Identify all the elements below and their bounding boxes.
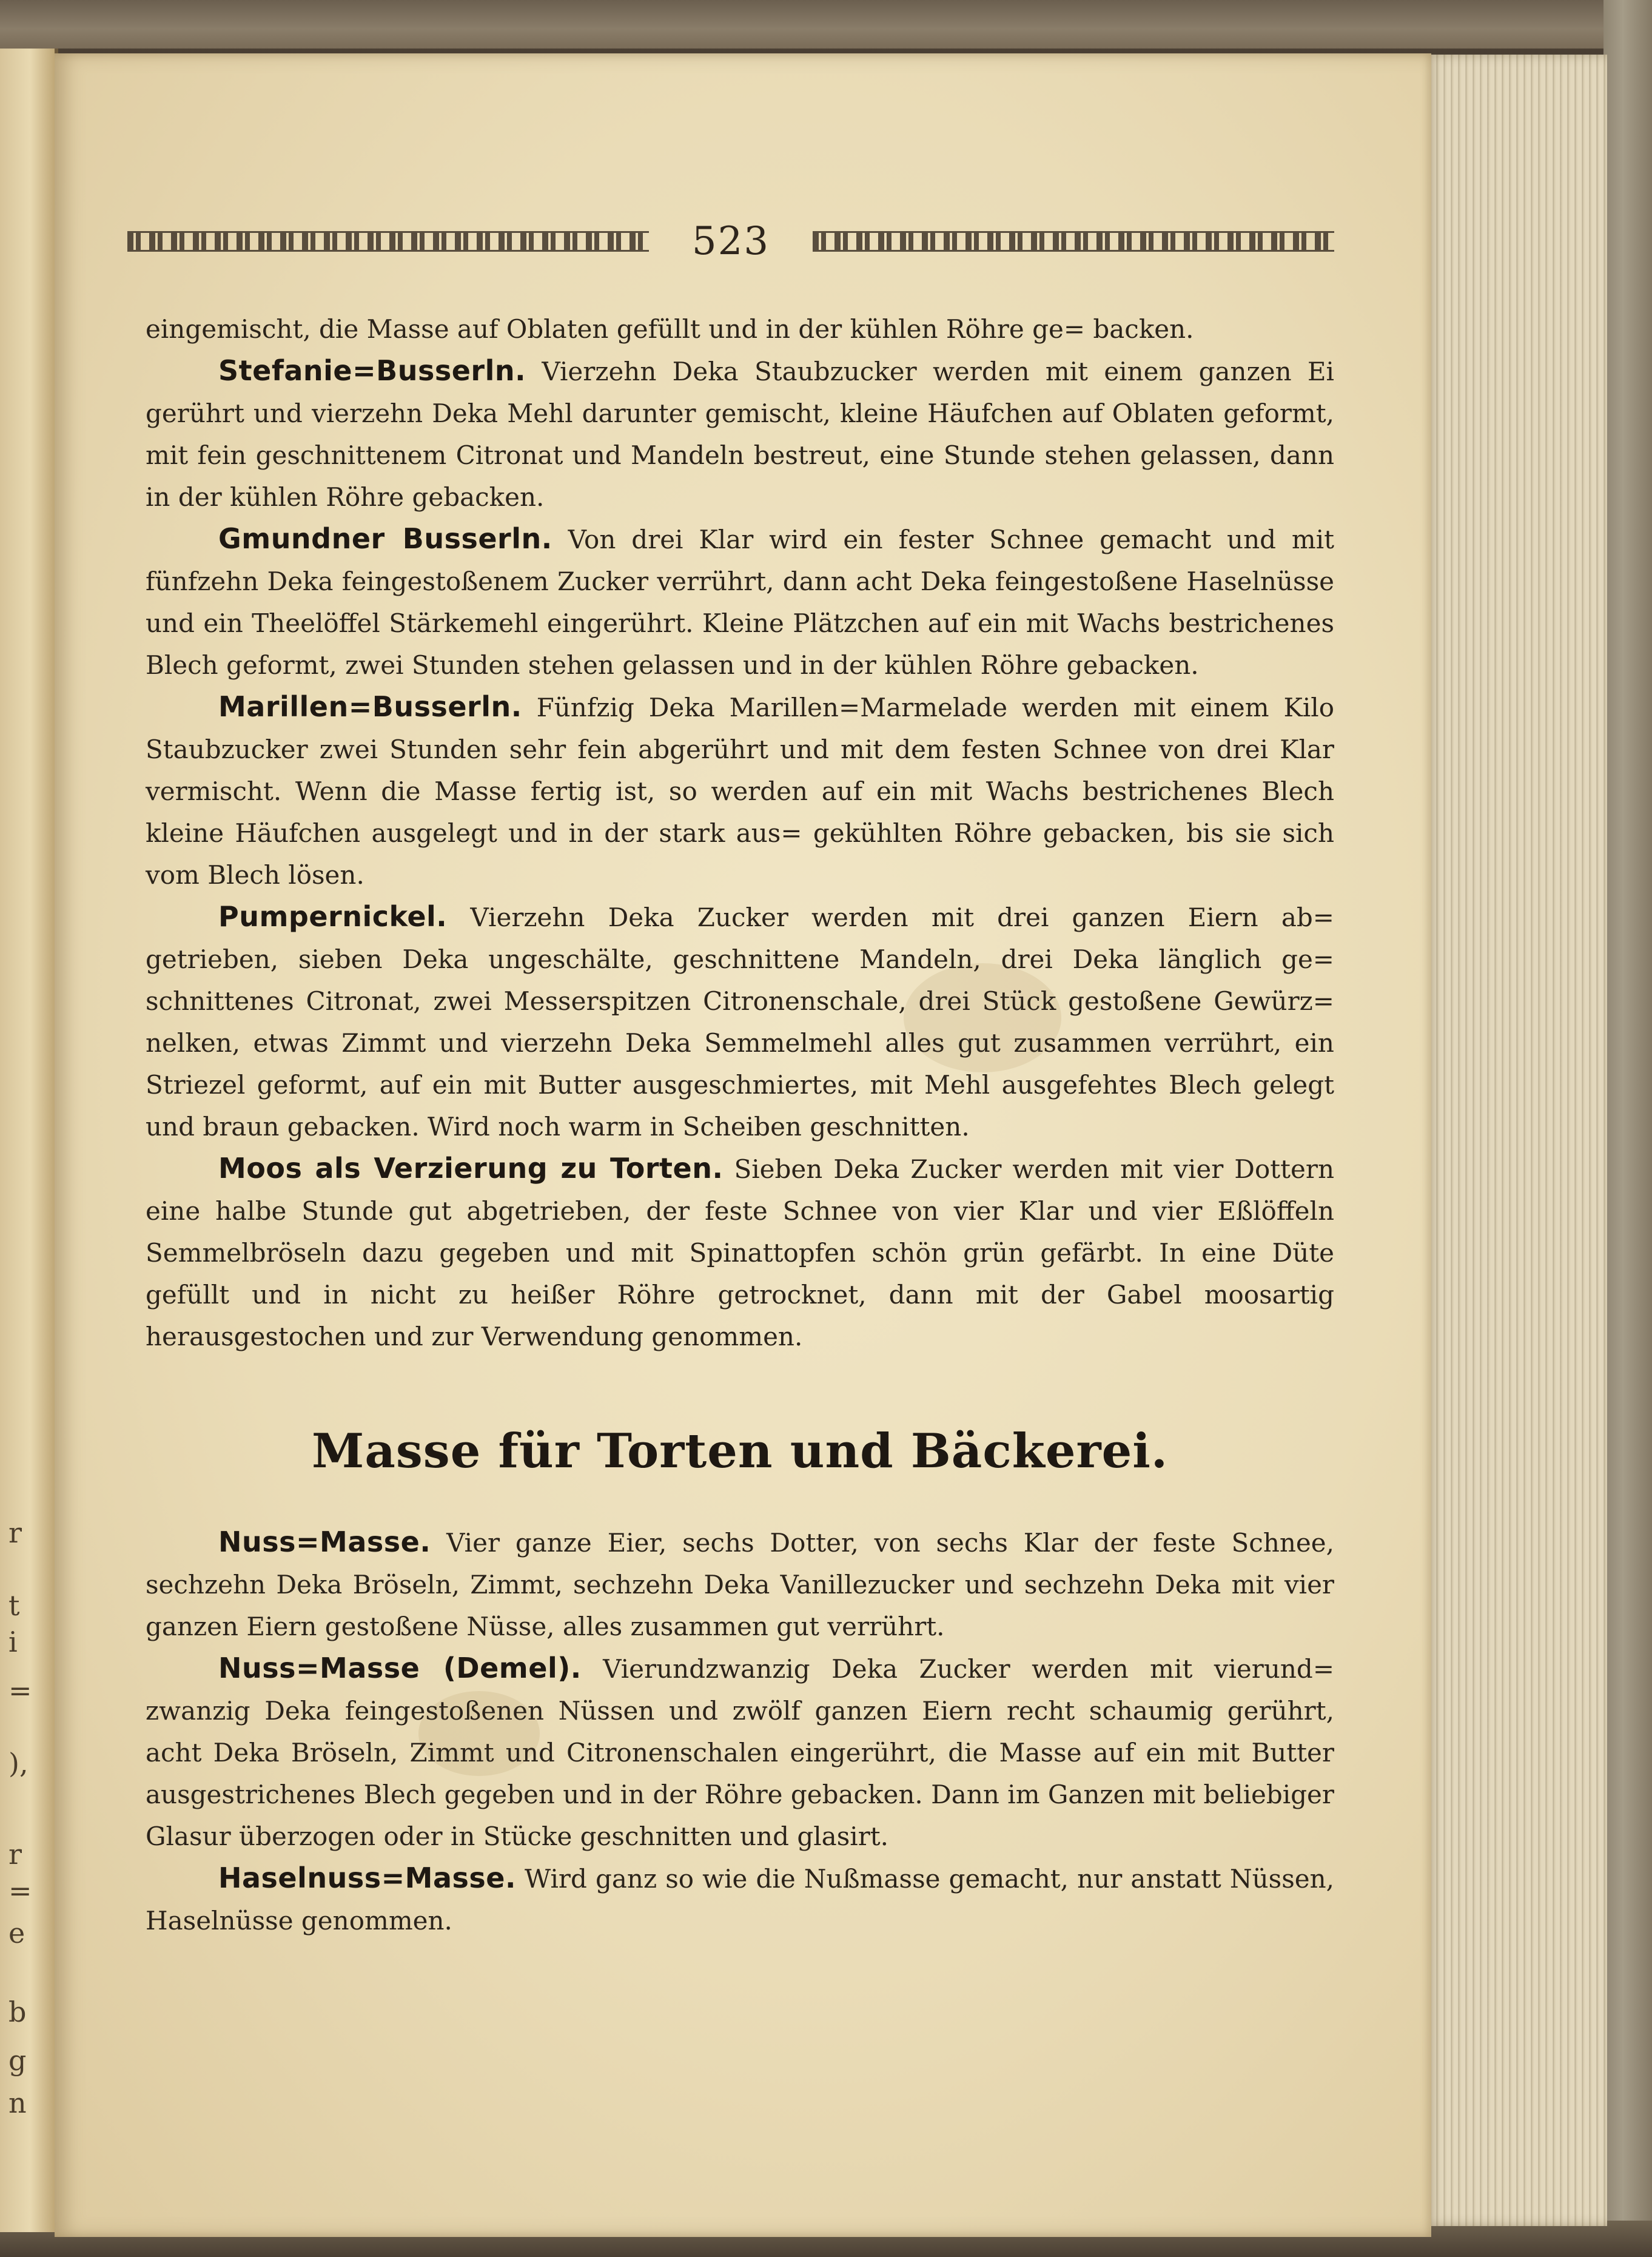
running-header	[127, 214, 1334, 269]
header-ornament-left	[127, 231, 649, 252]
bleed-glyph: g	[8, 2044, 27, 2077]
recipe-stefanie-busserln	[146, 350, 1334, 518]
header-ornament-right	[813, 231, 1334, 252]
paragraph-text: Sieben Deka Zucker werden mit vier Dottern eine halbe Stunde gut abgetrieben, der feste Schnee von vier Klar und vier Eßlöffeln Semmelbröseln dazu gegeben und mit Spinattopfen schön grün gefärbt. In eine Düte gefüllt und in nicht zu heißer Röhre getrocknet, dann mit der Gabel moosartig herausgestochen und zur Verwendung genommen.	[146, 1154, 1334, 1351]
recipe-nuss-masse	[146, 1521, 1334, 1647]
recipe-gmundner-busserln	[146, 518, 1334, 686]
recipe-marillen-busserln	[146, 686, 1334, 896]
paragraph-continuation	[146, 308, 1334, 350]
paragraph-text: Vierzehn Deka Staubzucker werden mit einem ganzen Ei gerührt und vierzehn Deka Mehl darunter gemischt, kleine Häufchen auf Oblaten geformt, mit fein geschnittenem Citronat und Mandeln bestreut, eine Stunde stehen gelassen, dann in der kühlen Röhre gebacken.	[146, 357, 1334, 512]
bleed-glyph: t	[8, 1589, 20, 1622]
recipe-heading: Gmundner Busserln.	[218, 522, 552, 555]
recipe-heading: Nuss=Masse.	[218, 1525, 431, 1558]
recipe-heading: Moos als Verzierung zu Torten.	[218, 1152, 724, 1185]
recipe-moos-verzierung	[146, 1148, 1334, 1357]
recipe-heading: Nuss=Masse (Demel).	[218, 1652, 582, 1684]
recipe-heading: Pumpernickel.	[218, 900, 448, 933]
bleed-glyph: r	[8, 1516, 22, 1549]
paragraph-text: eingemischt, die Masse auf Oblaten gefüllt und in der kühlen Röhre ge= backen.	[146, 314, 1194, 344]
bleed-glyph: b	[8, 1996, 27, 2028]
paragraph-text: Vierundzwanzig Deka Zucker werden mit vierund= zwanzig Deka feingestoßenen Nüssen und zwölf ganzen Eiern recht schaumig gerührt, acht Deka Bröseln, Zimmt und Citronenschalen eingerührt, die Masse auf ein mit Butter ausgestrichenes Blech gegeben und in der Röhre gebacken. Dann im Ganzen mit beliebiger Glasur überzogen oder in Stücke geschnitten und glasirt.	[146, 1654, 1335, 1851]
paragraph-text: Vier ganze Eier, sechs Dotter, von sechs Klar der feste Schnee, sechzehn Deka Bröseln, Zimmt, sechzehn Deka Vanillezucker und sechzehn Deka mit vier ganzen Eiern gestoßene Nüsse, alles zusammen gut verrührt.	[146, 1528, 1334, 1641]
bleed-glyph: ),	[8, 1747, 29, 1780]
paragraph-text: Wird ganz so wie die Nußmasse gemacht, nur anstatt Nüssen, Haselnüsse genommen.	[146, 1864, 1334, 1936]
paragraph-text: Fünfzig Deka Marillen=Marmelade werden mit einem Kilo Staubzucker zwei Stunden sehr fein abgerührt und mit dem festen Schnee von drei Klar vermischt. Wenn die Masse fertig ist, so werden auf ein mit Wachs bestrichenes Blech kleine Häufchen ausgelegt und in der stark aus= gekühlten Röhre gebacken, bis sie sich vom Blech lösen.	[146, 693, 1334, 890]
book-cover-right-edge	[1603, 0, 1652, 2257]
recipe-pumpernickel	[146, 896, 1334, 1148]
recipe-haselnuss-masse	[146, 1857, 1334, 1942]
page-body	[146, 308, 1334, 1942]
bleed-glyph: i	[8, 1626, 18, 1658]
bleed-glyph: n	[8, 2087, 27, 2119]
recipe-nuss-masse-demel	[146, 1647, 1334, 1857]
book-cover-top-edge	[0, 0, 1652, 49]
section-title: Masse für Torten und Bäckerei.	[312, 1424, 1168, 1479]
recipe-heading: Marillen=Busserln.	[218, 690, 522, 723]
bleed-glyph: e	[8, 1917, 25, 1949]
recipe-heading: Stefanie=Busserln.	[218, 354, 526, 387]
bleed-glyph: =	[8, 1674, 32, 1707]
book-page	[55, 53, 1431, 2237]
previous-page-edge	[0, 49, 58, 2232]
paragraph-text: Von drei Klar wird ein fester Schnee gemacht und mit fünfzehn Deka feingestoßenem Zucker verrührt, dann acht Deka feingestoßene Haselnüsse und ein Theelöffel Stärkemehl eingerührt. Kleine Plätzchen auf ein mit Wachs bestrichenes Blech geformt, zwei Stunden stehen gelassen und in der kühlen Röhre gebacken.	[146, 525, 1335, 680]
bleed-glyph: r	[8, 1838, 22, 1871]
page-edge-stack	[1425, 55, 1607, 2226]
recipe-heading: Haselnuss=Masse.	[218, 1862, 516, 1894]
bleed-glyph: =	[8, 1874, 32, 1907]
page-number: 523	[691, 219, 770, 264]
paragraph-text: Vierzehn Deka Zucker werden mit drei ganzen Eiern ab= getrieben, sieben Deka ungeschälte, geschnittene Mandeln, drei Deka länglich ge= schnittenes Citronat, zwei Messerspitzen Citronenschale, drei Stück gestoßene Gewürz= nelken, etwas Zimmt und vierzehn Deka Semmelmehl alles gut zusammen verrührt, ein Striezel geformt, auf ein mit Butter ausgeschmiertes, mit Mehl ausgefehtes Blech gelegt und braun gebacken. Wird noch warm in Scheiben geschnitten.	[146, 903, 1334, 1142]
